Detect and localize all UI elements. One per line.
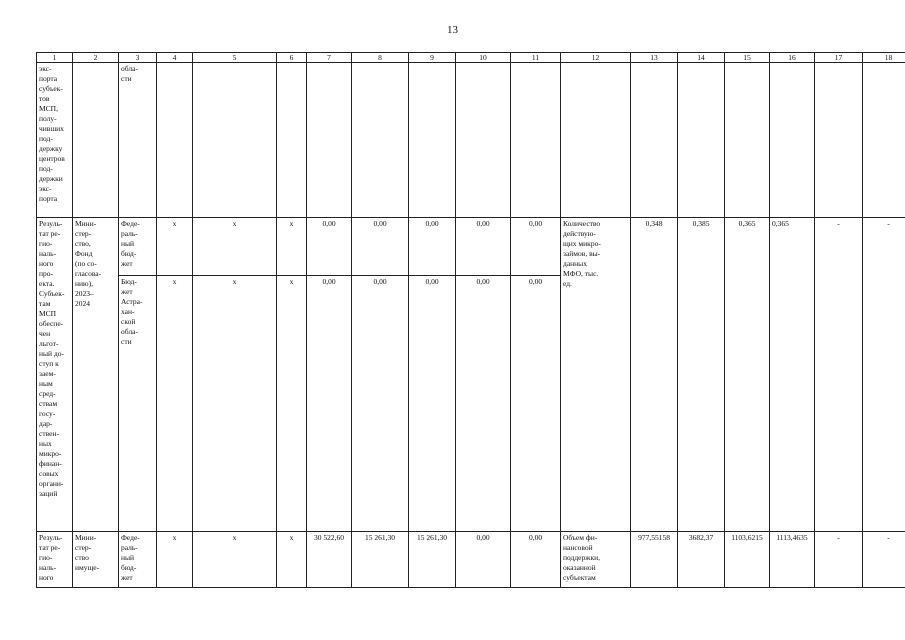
funding-source-cell: Феде- раль- ный бюд- жет <box>119 218 157 276</box>
table-cell: 0,00 <box>352 276 409 532</box>
table-cell: 0,00 <box>511 532 561 588</box>
column-number-row <box>37 53 905 63</box>
column-header: 16 <box>770 53 815 63</box>
table-cell: - <box>815 532 863 588</box>
table-cell <box>725 63 770 218</box>
table-cell: 15 261,30 <box>352 532 409 588</box>
budget-table <box>36 52 905 588</box>
table-cell: 0,365 <box>725 218 770 532</box>
table-cell <box>561 63 631 218</box>
indicator-cell: Количество действую- щих микро- займов, вы- данных МФО, тыс. ед. <box>561 218 631 532</box>
table-cell: - <box>863 218 905 532</box>
table-cell: х <box>157 532 193 588</box>
column-header: 7 <box>307 53 352 63</box>
table-cell: 3682,37 <box>678 532 725 588</box>
table-cell: х <box>277 532 307 588</box>
page-number: 13 <box>447 24 458 36</box>
column-header: 11 <box>511 53 561 63</box>
responsible-cell: Мини- стер- ство, Фонд (по со- гласова- нию), 2023– 2024 <box>73 218 119 532</box>
table-cell: 0,00 <box>511 276 561 532</box>
table-cell: 30 522,60 <box>307 532 352 588</box>
table-cell: 0,365 <box>770 218 815 532</box>
column-header: 3 <box>119 53 157 63</box>
table-cell: х <box>193 532 277 588</box>
table-cell <box>277 63 307 218</box>
table-cell: х <box>193 218 277 276</box>
table-cell: 977,55158 <box>631 532 678 588</box>
table-cell <box>770 63 815 218</box>
table-cell: 0,00 <box>307 276 352 532</box>
table-cell: - <box>815 218 863 532</box>
table-cell <box>409 63 456 218</box>
result-name-cell: Резуль- тат ре- гио- наль- ного про- екта. Субъек- там МСП обеспе- чен льгот- ный до- ступ к заем- ным сред- ствам госу- дар- ствен- ных микро- финан- совых органи- заций <box>37 218 73 532</box>
table-cell: 0,00 <box>409 218 456 276</box>
column-header: 5 <box>193 53 277 63</box>
table-cell: х <box>157 218 193 276</box>
table-cell: 1103,6215 <box>725 532 770 588</box>
table-cell <box>863 63 905 218</box>
table-cell <box>352 63 409 218</box>
table-cell: х <box>277 218 307 276</box>
column-header: 1 <box>37 53 73 63</box>
table-cell: - <box>863 532 905 588</box>
table-cell: 0,385 <box>678 218 725 532</box>
table-cell: 0,00 <box>456 276 511 532</box>
result-name-cell: экс- порта субъек- тов МСП, полу- чивших под- держку центров под- держки экс- порта <box>37 63 73 218</box>
table-row <box>37 218 905 276</box>
table-cell <box>456 63 511 218</box>
table-cell: х <box>193 276 277 532</box>
column-header: 4 <box>157 53 193 63</box>
funding-source-cell: обла- сти <box>119 63 157 218</box>
table-cell: х <box>277 276 307 532</box>
table-cell <box>678 63 725 218</box>
table-cell <box>631 63 678 218</box>
table-cell: 15 261,30 <box>409 532 456 588</box>
table-cell: 0,00 <box>409 276 456 532</box>
column-header: 6 <box>277 53 307 63</box>
funding-source-cell: Бюд- жет Астра- хан- ской обла- сти <box>119 276 157 532</box>
table-cell <box>511 63 561 218</box>
column-header: 15 <box>725 53 770 63</box>
table-cell: 0,00 <box>511 218 561 276</box>
funding-source-cell: Феде- раль- ный бюд- жет <box>119 532 157 588</box>
table-cell: 1113,4635 <box>770 532 815 588</box>
table-cell: 0,348 <box>631 218 678 532</box>
result-name-cell: Резуль- тат ре- гио- наль- ного <box>37 532 73 588</box>
column-header: 9 <box>409 53 456 63</box>
column-header: 10 <box>456 53 511 63</box>
table-row <box>37 532 905 588</box>
column-header: 17 <box>815 53 863 63</box>
responsible-cell: Мини- стер- ство имуще- <box>73 532 119 588</box>
table-cell <box>193 63 277 218</box>
column-header: 2 <box>73 53 119 63</box>
column-header: 12 <box>561 53 631 63</box>
table-cell <box>73 63 119 218</box>
table-cell <box>307 63 352 218</box>
table-row <box>37 63 905 218</box>
column-header: 13 <box>631 53 678 63</box>
table-cell: х <box>157 276 193 532</box>
table-cell: 0,00 <box>307 218 352 276</box>
table-cell: 0,00 <box>352 218 409 276</box>
indicator-cell: Объем фи- нансовой поддержки, оказанной субъектам <box>561 532 631 588</box>
table-cell <box>157 63 193 218</box>
table-cell: 0,00 <box>456 532 511 588</box>
table-cell <box>815 63 863 218</box>
column-header: 14 <box>678 53 725 63</box>
column-header: 18 <box>863 53 905 63</box>
column-header: 8 <box>352 53 409 63</box>
table-cell: 0,00 <box>456 218 511 276</box>
